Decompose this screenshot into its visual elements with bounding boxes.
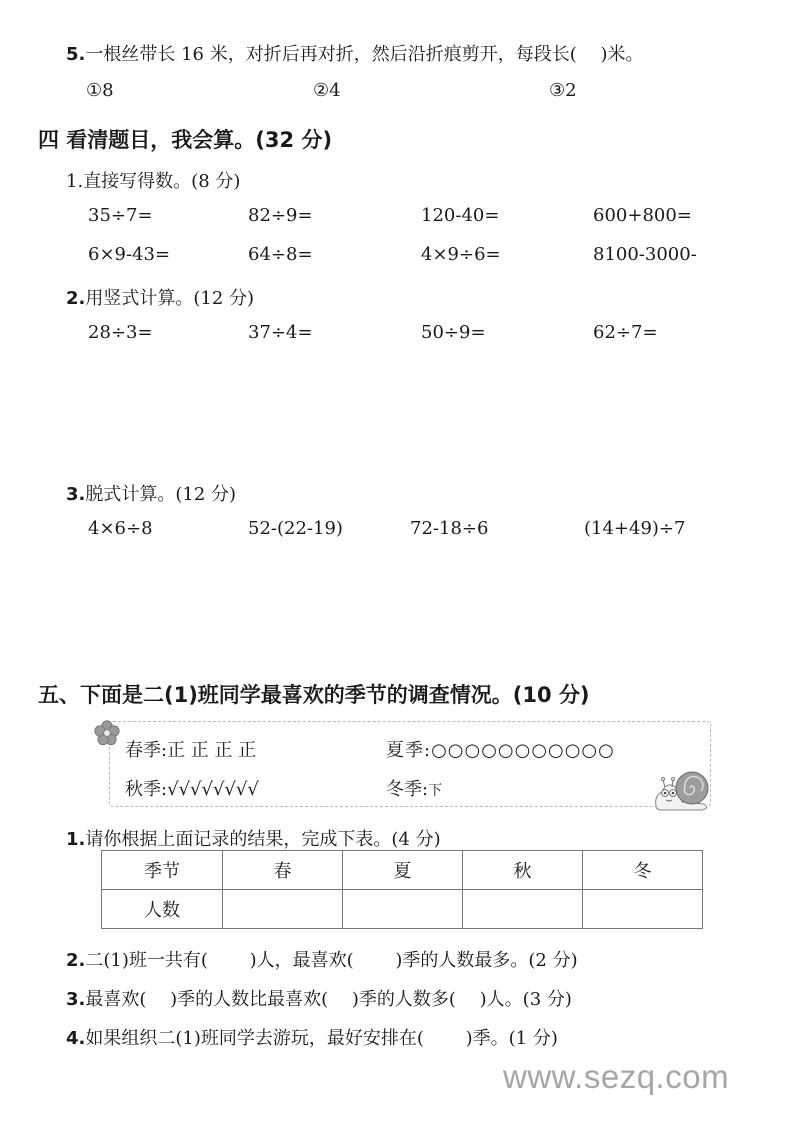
option-3: ③2 [549, 80, 577, 101]
option-1: ①8 [86, 80, 114, 101]
question-5 [66, 40, 644, 66]
section-5-part-1-title [66, 825, 441, 851]
season-count-table [101, 850, 703, 929]
section-5-title: 五、下面是二(1)班同学最喜欢的季节的调查情况。(10 分) [38, 683, 590, 707]
answer-cell-summer[interactable] [343, 890, 463, 929]
part-text: 二(1)班一共有( )人，最喜欢( )季的人数最多。(2 分) [85, 950, 578, 971]
part-text: 最喜欢( )季的人数比最喜欢( )季的人数多( )人。(3 分) [85, 989, 572, 1010]
answer-cell-spring[interactable] [223, 890, 343, 929]
autumn-tally [125, 775, 259, 801]
spring-label: 春季: [125, 740, 168, 761]
expression: 37÷4= [248, 322, 313, 343]
part-title: 脱式计算。(12 分) [85, 484, 237, 505]
summer-tally [386, 736, 615, 762]
section-5-part-4 [66, 1024, 558, 1050]
expression: 64÷8= [248, 244, 313, 265]
answer-cell-winter[interactable] [583, 890, 703, 929]
expression: 4×9÷6= [421, 244, 501, 265]
section-4-part-1-title [66, 167, 240, 193]
part-title: 直接写得数。(8 分) [83, 171, 241, 192]
part-title: 用竖式计算。(12 分) [85, 288, 255, 309]
section-5-part-3 [66, 985, 572, 1011]
part-number: 3. [66, 484, 86, 505]
expression: 600+800= [593, 205, 692, 226]
autumn-marks: √√√√√√√√ [167, 779, 259, 800]
expression: 82÷9= [248, 205, 313, 226]
section-4-part-2-title [66, 284, 254, 310]
expression: 72-18÷6 [410, 518, 489, 539]
section-5-part-2 [66, 946, 578, 972]
expression: 120-40= [421, 205, 500, 226]
autumn-label: 秋季: [125, 779, 168, 800]
winter-label: 冬季: [386, 779, 429, 800]
summer-label: 夏季: [386, 740, 432, 761]
table-header-row [102, 851, 703, 890]
expression: 8100-3000- [593, 244, 697, 265]
option-2: ②4 [313, 80, 341, 101]
question-text: 一根丝带长 16 米，对折后再对折，然后沿折痕剪开，每段长( )米。 [85, 44, 644, 65]
expression: 52-(22-19) [248, 518, 343, 539]
winter-marks: 下 [428, 783, 443, 799]
question-number: 5. [66, 44, 86, 65]
expression: (14+49)÷7 [584, 518, 686, 539]
answer-cell-autumn[interactable] [463, 890, 583, 929]
spring-tally [125, 736, 256, 762]
section-4-title: 四 看清题目，我会算。(32 分) [38, 128, 333, 152]
expression: 28÷3= [88, 322, 153, 343]
part-number: 4. [66, 1028, 86, 1049]
part-number: 1. [66, 829, 86, 850]
part-number: 2. [66, 950, 86, 971]
part-number: 3. [66, 989, 86, 1010]
table-cell: 春 [223, 851, 343, 890]
expression: 35÷7= [88, 205, 153, 226]
section-4-part-3-title [66, 480, 236, 506]
table-cell: 季节 [102, 851, 223, 890]
expression: 4×6÷8 [88, 518, 153, 539]
expression: 50÷9= [421, 322, 486, 343]
watermark: www.sezq.com [503, 1058, 730, 1095]
table-cell: 夏 [343, 851, 463, 890]
table-cell: 冬 [583, 851, 703, 890]
table-cell: 秋 [463, 851, 583, 890]
flower-icon [94, 720, 120, 746]
expression: 6×9-43= [88, 244, 171, 265]
part-title: 请你根据上面记录的结果，完成下表。(4 分) [85, 829, 441, 850]
spring-marks: 正 正 正 正 [167, 740, 257, 761]
part-number: 2. [66, 288, 86, 309]
part-number: 1. [66, 171, 84, 192]
snail-icon [652, 766, 714, 812]
part-text: 如果组织二(1)班同学去游玩，最好安排在( )季。(1 分) [85, 1028, 558, 1049]
expression: 62÷7= [593, 322, 658, 343]
winter-tally [386, 775, 442, 801]
summer-marks: ○○○○○○○○○○○ [431, 740, 615, 761]
table-cell: 人数 [102, 890, 223, 929]
table-row [102, 890, 703, 929]
